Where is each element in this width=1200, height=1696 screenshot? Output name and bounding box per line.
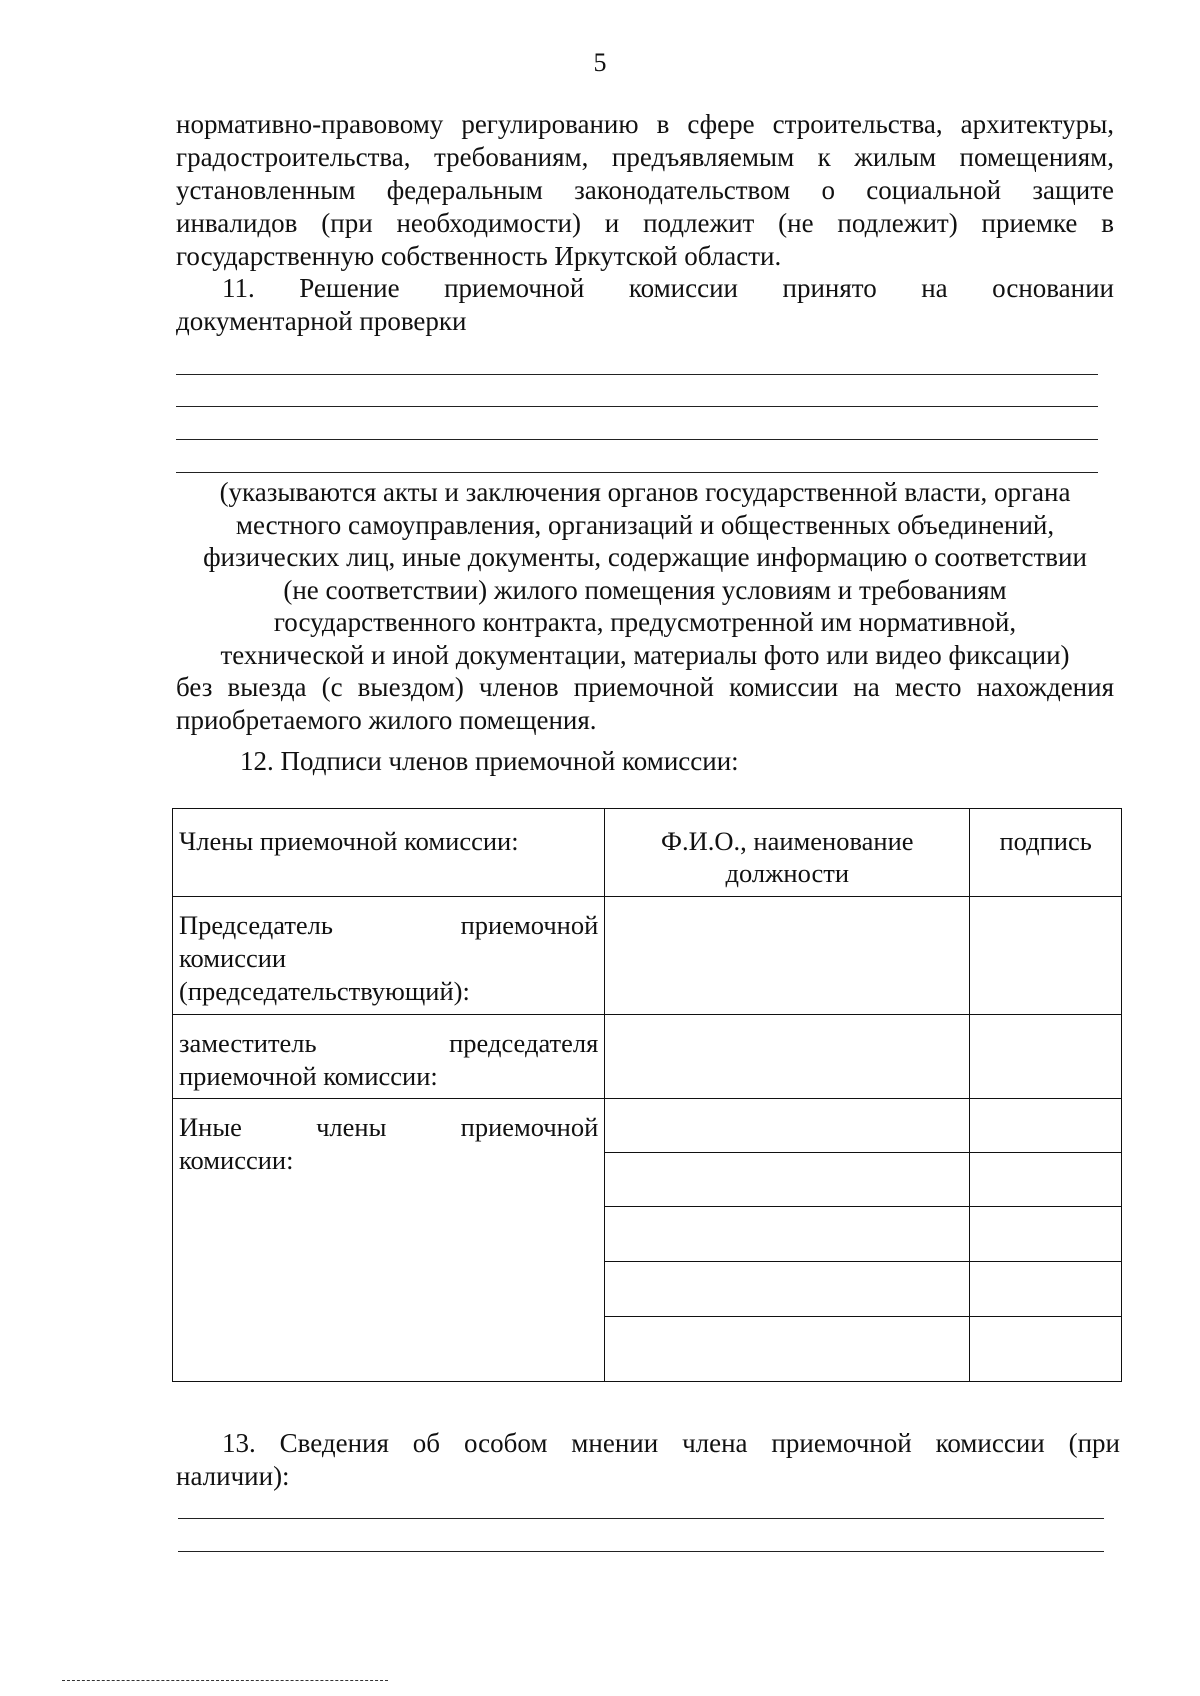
role-chair-line: Председатель приемочной	[179, 910, 599, 940]
signatures-table	[172, 808, 1122, 1382]
role-other-word: Иные	[179, 1112, 242, 1142]
role-deputy	[173, 1015, 605, 1099]
item-11-paragraph	[176, 272, 1114, 338]
other-name-cell[interactable]	[605, 1099, 970, 1153]
fill-in-line[interactable]	[178, 1518, 1104, 1519]
other-name-cell[interactable]	[605, 1207, 970, 1262]
item-12-title: 12. Подписи членов приемочной комиссии:	[240, 746, 739, 776]
role-chair-line: (председательствующий):	[179, 976, 470, 1006]
page-number: 5	[593, 48, 607, 77]
table-row-chair	[173, 897, 1122, 1015]
intro-line: нормативно-правовому регулированию в сфере строительства, архитектуры,	[176, 109, 1114, 139]
header-name-position: Ф.И.О., наименование должности	[605, 809, 970, 897]
chair-name-cell[interactable]	[605, 897, 970, 1015]
role-other-members	[173, 1099, 605, 1382]
other-signature-cell[interactable]	[970, 1262, 1122, 1317]
role-other-word: приемочной	[460, 1112, 599, 1142]
other-signature-cell[interactable]	[970, 1099, 1122, 1153]
note-tail-line: без выезда (с выездом) членов приемочной комиссии на место нахождения	[176, 672, 1114, 702]
role-deputy-line: заместитель председателя	[179, 1028, 599, 1058]
note-tail-line: приобретаемого жилого помещения.	[176, 704, 597, 735]
note-line: (указываются акты и заключения органов государственной власти, органа	[219, 477, 1071, 507]
item-11-note	[176, 476, 1114, 671]
intro-line: инвалидов (при необходимости) и подлежит (не подлежит) приемке в	[176, 208, 1114, 238]
item-13-line: 13. Сведения об особом мнении члена приемочной комиссии (при	[222, 1428, 1120, 1458]
other-signature-cell[interactable]	[970, 1153, 1122, 1207]
table-row-deputy	[173, 1015, 1122, 1099]
chair-signature-cell[interactable]	[970, 897, 1122, 1015]
role-chair-line: комиссии	[179, 943, 287, 973]
table-row-other-member	[173, 1099, 1122, 1153]
item-11-line: документарной проверки	[176, 306, 467, 336]
header-members: Члены приемочной комиссии:	[173, 809, 605, 897]
intro-paragraph	[176, 108, 1114, 273]
intro-line: установленным федеральным законодательством о социальной защите	[176, 175, 1114, 205]
table-header-row	[173, 809, 1122, 897]
role-other-line: комиссии:	[179, 1145, 294, 1175]
other-name-cell[interactable]	[605, 1153, 970, 1207]
intro-line: градостроительства, требованиям, предъявляемым к жилым помещениям,	[176, 142, 1114, 172]
other-signature-cell[interactable]	[970, 1317, 1122, 1382]
fill-in-line[interactable]	[176, 439, 1098, 440]
item-13-line: наличии):	[176, 1461, 290, 1491]
role-other-word: члены	[316, 1112, 387, 1142]
role-deputy-line: приемочной комиссии:	[179, 1061, 438, 1091]
deputy-signature-cell[interactable]	[970, 1015, 1122, 1099]
other-signature-cell[interactable]	[970, 1207, 1122, 1262]
role-other-line	[179, 1111, 598, 1144]
footer-dashed-mark	[62, 1680, 388, 1681]
fill-in-line[interactable]	[176, 406, 1098, 407]
other-name-cell[interactable]	[605, 1262, 970, 1317]
note-line: местного самоуправления, организаций и общественных объединений,	[235, 509, 1055, 540]
item-11-line: 11. Решение приемочной комиссии принято на основании	[222, 273, 1114, 303]
other-name-cell[interactable]	[605, 1317, 970, 1382]
note-line: государственного контракта, предусмотренной им нормативной,	[273, 607, 1017, 637]
note-line: технической и иной документации, материалы фото или видео фиксации)	[220, 639, 1070, 670]
intro-line: государственную собственность Иркутской области.	[176, 241, 782, 271]
role-chair	[173, 897, 605, 1015]
item-13-paragraph	[176, 1427, 1120, 1493]
fill-in-line[interactable]	[176, 472, 1098, 473]
item-11-note-tail	[176, 671, 1114, 736]
note-line: (не соответствии) жилого помещения условиям и требованиям	[283, 574, 1007, 605]
header-signature: подпись	[970, 809, 1122, 897]
fill-in-line[interactable]	[176, 374, 1098, 375]
deputy-name-cell[interactable]	[605, 1015, 970, 1099]
note-line: физических лиц, иные документы, содержащие информацию о соответствии	[203, 542, 1087, 572]
fill-in-line[interactable]	[178, 1551, 1104, 1552]
